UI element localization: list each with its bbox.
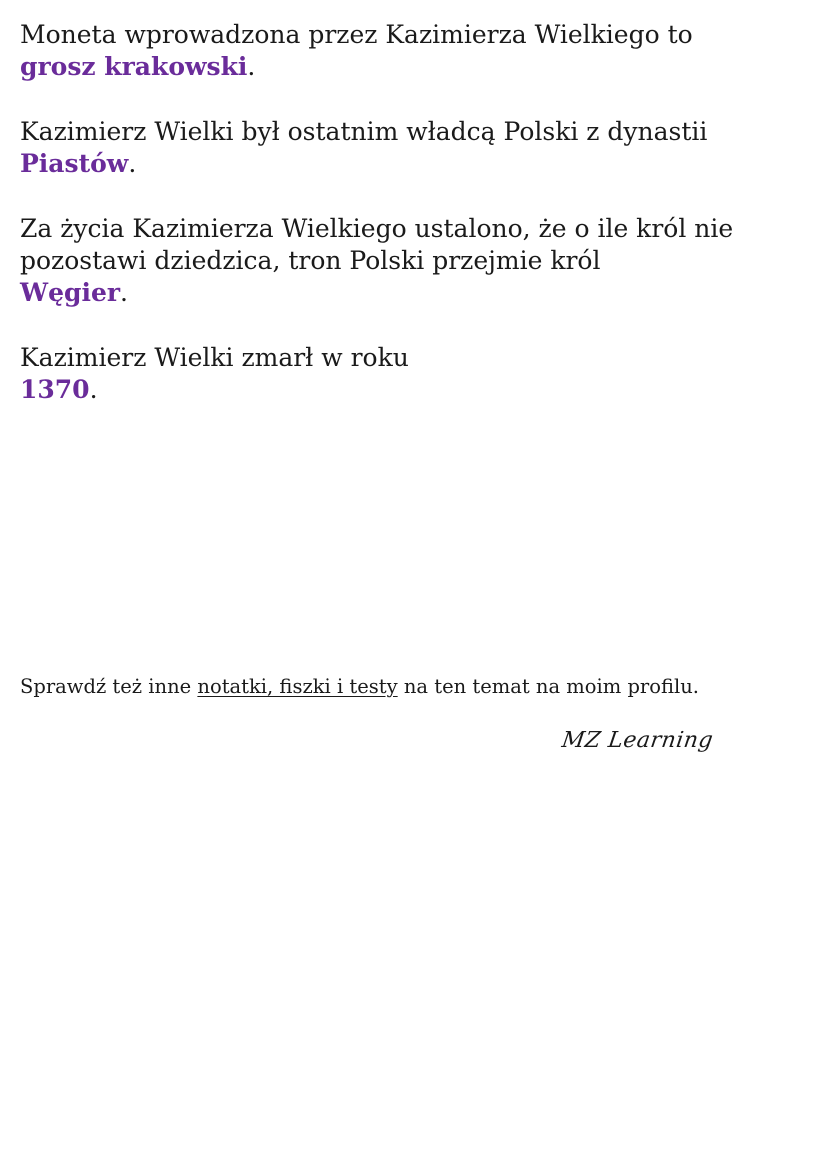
footer-prefix: Sprawdź też inne <box>20 675 192 698</box>
note-coin-text: Moneta wprowadzona przez Kazimierza Wielkiego to <box>20 20 693 49</box>
note-dynasty-text: Kazimierz Wielki był ostatnim władcą Polski z dynastii <box>20 117 708 146</box>
note-succession-suffix: . <box>120 278 128 307</box>
note-dynasty <box>20 116 810 180</box>
note-coin-suffix: . <box>247 52 256 81</box>
footer-suffix: na ten temat na moim profilu. <box>403 675 699 698</box>
note-succession <box>20 213 810 309</box>
note-succession-text-line1: Za życia Kazimierza Wielkiego ustalono, że o ile król nie <box>20 214 734 243</box>
note-dynasty-answer: Piastów <box>20 149 129 178</box>
note-death-suffix: . <box>89 375 98 404</box>
note-coin <box>20 19 810 83</box>
profile-link[interactable]: notatki, fiszki i testy <box>197 675 398 698</box>
note-succession-text-line2: pozostawi dziedzica, tron Polski przejmie król <box>20 246 601 275</box>
note-succession-answer: Węgier <box>20 278 121 307</box>
notes-content <box>20 19 810 439</box>
author-signature: MZ Learning <box>560 728 715 753</box>
note-death-text: Kazimierz Wielki zmarł w roku <box>20 343 409 372</box>
note-death-answer: 1370 <box>20 375 90 404</box>
note-coin-answer: grosz krakowski <box>20 52 248 81</box>
note-death <box>20 342 810 406</box>
footer-line <box>20 675 699 698</box>
note-dynasty-suffix: . <box>128 149 137 178</box>
